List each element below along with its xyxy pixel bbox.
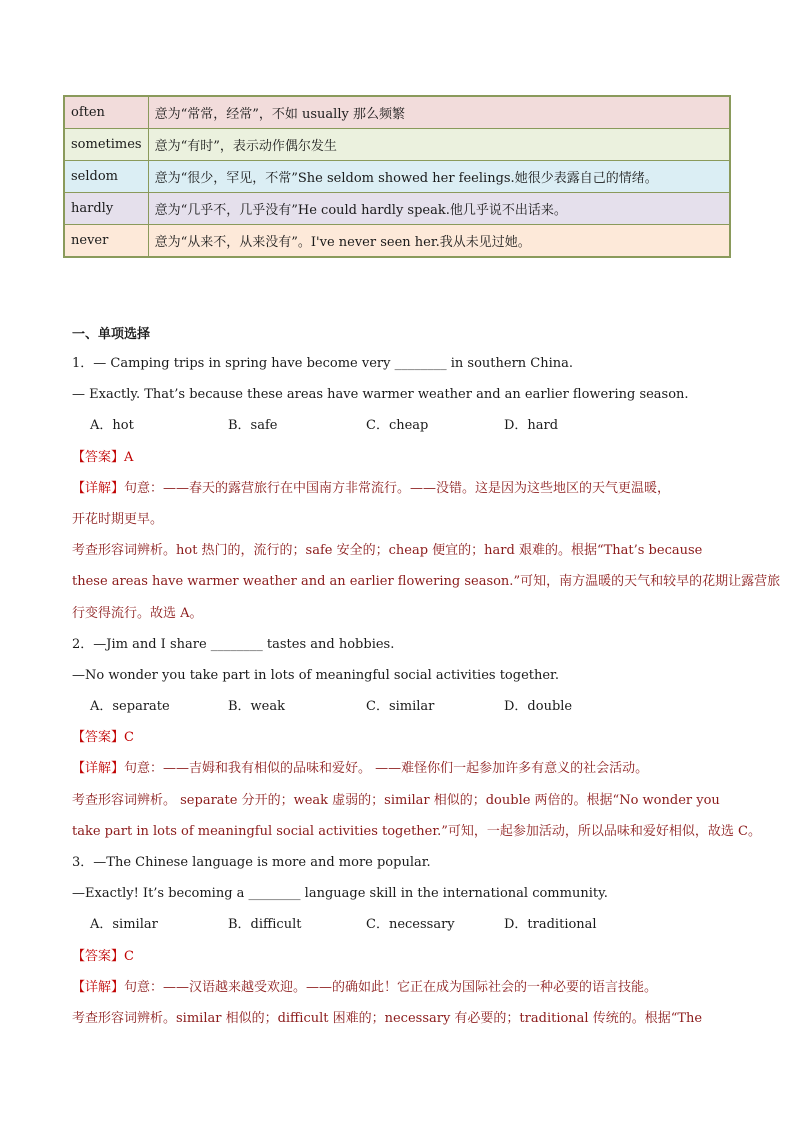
explanation-line [72,566,781,597]
question-block [72,847,724,1034]
detail-tag: 【详解】 [72,480,125,496]
adverb-cell: often [65,97,149,129]
option: B．weak [228,699,286,715]
adverb-cell: hardly [65,193,149,225]
question-block [72,348,781,629]
explanation-text: take part in lots of meaningful social activities together.”可知，一起参加活动，所以品味和爱好相似，故选 C。 [72,823,762,839]
answer-line [72,442,724,473]
answer-line [72,722,724,753]
detail-tag: 【详解】 [72,761,125,777]
explanation-line [72,785,724,816]
adverb-cell: never [65,225,149,257]
option: A．separate [90,699,170,715]
table-row [65,193,730,225]
question-block [72,629,762,847]
answer-value: A [124,449,134,465]
explanation-text: 句意：——吉姆和我有相似的品味和爱好。 ——难怪你们一起参加许多有意义的社会活动。 [124,761,649,777]
adverb-cell: sometimes [65,129,149,161]
exercise-content [72,322,781,1034]
table-row [65,129,730,161]
explanation-line [72,535,724,566]
answer-value: C [124,948,134,964]
answer-line [72,941,724,972]
explanation-line [72,753,724,784]
table-row [65,161,730,193]
explanation-text: these areas have warmer weather and an earlier flowering season.”可知，南方温暖的天气和较早的花期让露营旅 [72,574,781,590]
meaning-cell: 意为“从来不，从来没有”。I've never seen her.我从未见过她。 [148,225,729,257]
explanation-text: 考查形容词辨析。hot 热门的，流行的；safe 安全的；cheap 便宜的；hard 艰难的。根据“That’s because [72,543,703,559]
explanation-line [72,598,724,629]
options-row [72,410,724,441]
explanation-text: 句意：——春天的露营旅行在中国南方非常流行。——没错。这是因为这些地区的天气更温暖， [124,480,671,496]
meaning-cell: 意为“几乎不，几乎没有”He could hardly speak.他几乎说不出话来。 [148,193,729,225]
explanation-text: 开花时期更早。 [72,511,164,527]
option: D．traditional [504,917,597,933]
question-line: 3．—The Chinese language is more and more popular. [72,855,431,870]
table-row [65,225,730,257]
explanation-text: 考查形容词辨析。 separate 分开的；weak 虚弱的；similar 相似的；double 两倍的。根据“No wonder you [72,792,720,808]
answer-tag: 【答案】 [72,948,125,964]
option: D．double [504,699,573,715]
explanation-text: 行变得流行。故选 A。 [72,605,203,621]
option: D．hard [504,418,559,434]
explanation-text: 考查形容词辨析。similar 相似的；difficult 困难的；necessary 有必要的；traditional 传统的。根据“The [72,1010,703,1026]
question-line: 2．—Jim and I share ________ tastes and hobbies. [72,636,395,652]
meaning-cell: 意为“很少，罕见，不常”She seldom showed her feelings.她很少表露自己的情绪。 [148,161,729,193]
meaning-cell: 意为“常常，经常”，不如 usually 那么频繁 [148,97,729,129]
question-line: —Exactly! It’s becoming a ________ language skill in the international community. [72,886,608,902]
answer-tag: 【答案】 [72,449,125,465]
question-line: 1．— Camping trips in spring have become very ________ in southern China. [72,356,574,371]
detail-tag: 【详解】 [72,979,125,995]
answer-value: C [124,730,134,746]
explanation-line [72,473,724,504]
explanation-line [72,816,762,847]
adverb-cell: seldom [65,161,149,193]
option: C．cheap [366,418,429,434]
option: A．hot [90,418,134,434]
option: A．similar [90,917,158,933]
option: B．safe [228,418,278,434]
option: C．similar [366,699,435,715]
adverb-frequency-table [64,96,730,257]
answer-tag: 【答案】 [72,730,125,746]
option: B．difficult [228,917,302,933]
options-row [72,691,724,722]
explanation-line [72,972,724,1003]
question-line: —No wonder you take part in lots of meaningful social activities together. [72,667,559,683]
explanation-line [72,504,724,535]
explanation-line [72,1003,724,1034]
question-line: — Exactly. That’s because these areas have warmer weather and an earlier flowering season. [72,387,689,403]
option: C．necessary [366,917,455,933]
options-row [72,909,724,940]
table-row [65,97,730,129]
section-title: 一、单项选择 [72,327,151,342]
meaning-cell: 意为“有时”，表示动作偶尔发生 [148,129,729,161]
explanation-text: 句意：——汉语越来越受欢迎。——的确如此！它正在成为国际社会的一种必要的语言技能。 [124,979,658,995]
